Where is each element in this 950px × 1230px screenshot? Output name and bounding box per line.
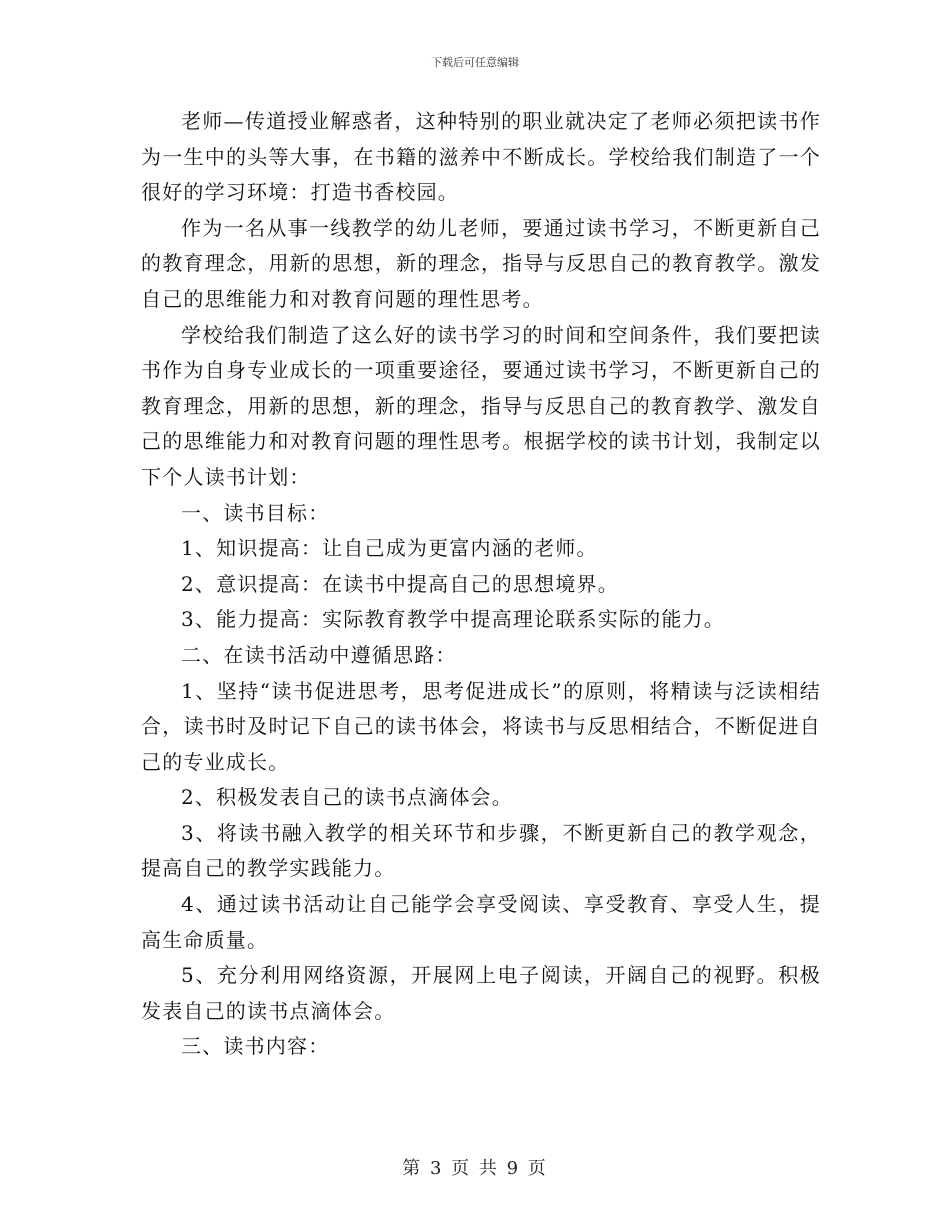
section-heading: 一、读书目标：: [181, 500, 330, 525]
list-item: 1、坚持“读书促进思考，思考促进成长”的原则，将精读与泛读相结合，读书时及时记下自己的读书体会，将读书与反思相结合，不断促进自己的专业成长。: [141, 678, 821, 774]
list-item: 4、通过读书活动让自己能学会享受阅读、享受教育、享受人生，提高生命质量。: [141, 892, 821, 952]
list-item: 3、能力提高：实际教育教学中提高理论联系实际的能力。: [181, 607, 725, 632]
section-heading: 三、读书内容：: [181, 1034, 330, 1059]
list-item: 5、充分利用网络资源，开展网上电子阅读，开阔自己的视野。积极发表自己的读书点滴体会。: [141, 963, 821, 1023]
list-item: 2、意识提高：在读书中提高自己的思想境界。: [181, 571, 619, 596]
paragraph: 学校给我们制造了这么好的读书学习的时间和空间条件，我们要把读书作为自身专业成长的一项重要途径，要通过读书学习，不断更新自己的教育理念，用新的思想，新的理念，指导与反思自己的教育教学、激发自己的思维能力和对教育问题的理性思考。根据学校的读书计划，我制定以下个人读书计划：: [141, 322, 821, 489]
section-heading: 二、在读书活动中遵循思路：: [181, 642, 457, 667]
list-item: 3、将读书融入教学的相关环节和步骤，不断更新自己的教学观念，提高自己的教学实践能力。: [141, 820, 821, 881]
page-number: 第 3 页 共 9 页: [402, 1158, 548, 1179]
list-item: 2、积极发表自己的读书点滴体会。: [181, 785, 513, 810]
paragraph: 老师—传道授业解惑者，这种特别的职业就决定了老师必须把读书作为一生中的头等大事，在书籍的滋养中不断成长。学校给我们制造了一个很好的学习环境：打造书香校园。: [141, 109, 821, 205]
page-header: 下载后可任意编辑: [431, 56, 519, 69]
document-body: [141, 104, 821, 1065]
list-item: 1、知识提高：让自己成为更富内涵的老师。: [181, 536, 598, 561]
paragraph: 作为一名从事一线教学的幼儿老师，要通过读书学习，不断更新自己的教育理念，用新的思想，新的理念，指导与反思自己的教育教学。激发自己的思维能力和对教育问题的理性思考。: [141, 215, 821, 311]
